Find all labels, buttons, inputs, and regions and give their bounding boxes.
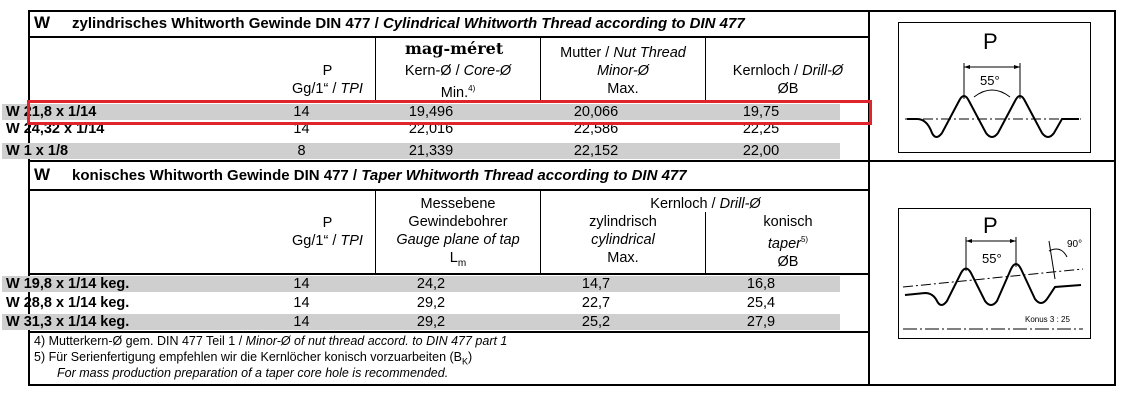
hdr-core: Kern-Ø / Core-Ø Min.$^{4)}$ <box>404 63 512 101</box>
section1-title-rule <box>29 36 868 38</box>
note-5-en: For mass production preparation of a taper core hole is recommended. <box>57 366 449 380</box>
hdr2-gauge: Messebene Gewindebohrer Gauge plane of tap $L_m$ <box>396 196 520 269</box>
section1-title-de: zylindrisches Whitworth Gewinde DIN 477 / <box>72 15 379 32</box>
taper-thread-diagram <box>898 208 1091 339</box>
table-row: W 21,8 x 1/14 14 19,496 20,066 19,75 <box>2 104 840 120</box>
section-separator <box>29 160 1115 162</box>
hdr-drill: Kernloch / Drill-Ø ØB <box>732 63 844 97</box>
handwritten-annotation: mag-méret <box>405 39 504 58</box>
notes-rule <box>29 331 868 333</box>
table-row: W 24,32 x 1/14 14 22,016 22,586 22,25 <box>6 121 780 137</box>
hdr2-cyl: zylindrisch cylindrical Max. <box>589 214 657 266</box>
section2-header-rule <box>29 273 868 275</box>
hdr-nut: Mutter / Nut Thread Minor-Ø Max. <box>560 45 686 97</box>
section2-title-de: konisches Whitworth Gewinde DIN 477 / <box>72 167 358 184</box>
right-angle-label: 90° <box>1067 239 1083 250</box>
section2-title-rule <box>29 189 868 191</box>
table-row: W 31,3 x 1/14 keg. 14 29,2 25,2 27,9 <box>2 314 840 330</box>
hdr-p: P Gg/1“ / TPI <box>292 63 363 97</box>
section2-title <box>34 165 687 185</box>
angle-label: 55° <box>982 251 1002 266</box>
hdr2-p: P Gg/1“ / TPI <box>292 215 363 249</box>
section1-title-en: Cylindrical Whitworth Thread according to DIN 477 <box>382 15 745 32</box>
taper-ratio-label: Konus 3 : 25 <box>1025 315 1070 324</box>
note-5: 5) Für Serienfertigung empfehlen wir die Kernlöcher konisch vorzuarbeiten $(B_K)$ <box>34 350 473 367</box>
hdr2-kernloch: Kernloch / Drill-Ø <box>650 196 761 212</box>
note-4: 4) Mutterkern-Ø gem. DIN 477 Teil 1 / Minor-Ø of nut thread accord. to DIN 477 part 1 <box>34 334 508 348</box>
table-row: W 28,8 x 1/14 keg. 14 29,2 22,7 25,4 <box>6 295 776 311</box>
pitch-label: P <box>983 213 998 238</box>
section1-label: W <box>34 13 51 32</box>
section2-label: W <box>34 165 51 184</box>
cylindrical-thread-diagram <box>898 22 1091 153</box>
section2-title-en: Taper Whitworth Thread according to DIN 477 <box>361 167 687 184</box>
hdr2-taper: konisch taper$^{5)}$ ØB <box>763 214 813 270</box>
pitch-label: P <box>983 29 998 54</box>
section1-title <box>34 13 745 33</box>
table-row: W 19,8 x 1/14 keg. 14 24,2 14,7 16,8 <box>2 276 840 292</box>
angle-label: 55° <box>980 73 1000 88</box>
table-row: W 1 x 1/8 8 21,339 22,152 22,00 <box>2 143 840 159</box>
highlight-box <box>27 100 872 125</box>
